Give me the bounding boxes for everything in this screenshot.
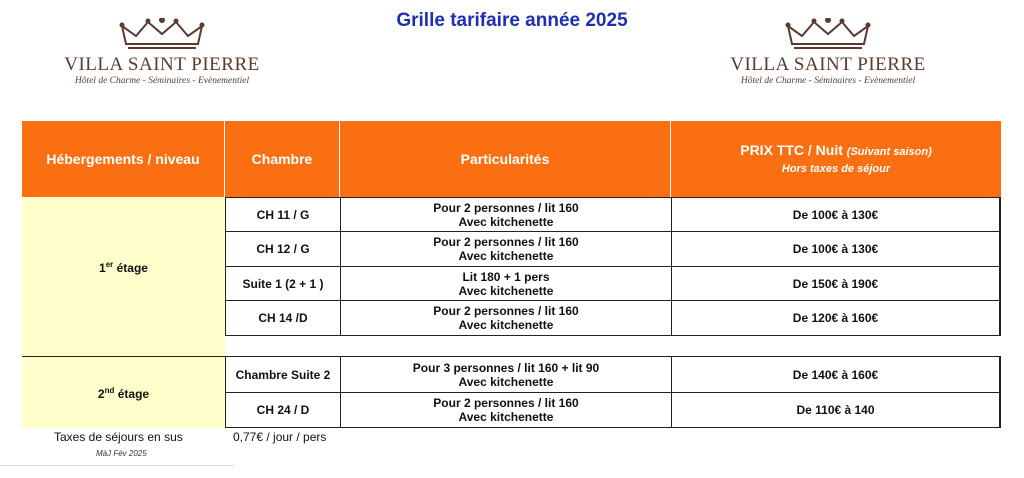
header-features-label: Particularités	[460, 151, 550, 167]
logo-name: VILLA SAINT PIERRE	[730, 54, 926, 75]
table-row-features	[340, 357, 671, 393]
hotel-logo-right	[728, 18, 928, 102]
logo-tagline: Hôtel de Charme - Séminaires - Evènementiel	[74, 76, 250, 86]
header-features	[340, 121, 671, 197]
page-title: Grille tarifaire année 2025	[396, 10, 628, 31]
feature-line-1: Lit 180 + 1 pers	[462, 269, 550, 284]
crown-icon	[118, 18, 206, 52]
feature-line-1: Pour 2 personnes / lit 160	[433, 304, 579, 318]
level-floor-2	[22, 357, 225, 428]
feature-line-2: Avec kitchenette	[458, 283, 554, 298]
table-row-room: CH 14 /D	[225, 301, 340, 336]
table-row-room: CH 24 / D	[225, 393, 340, 428]
level-word: étage	[114, 387, 150, 401]
header-level	[22, 121, 225, 197]
level-suffix: er	[105, 260, 114, 269]
feature-line-2: Avec kitchenette	[458, 249, 554, 263]
bottom-rule	[0, 465, 234, 466]
header-price-note: (Suivant saison)	[846, 145, 932, 158]
feature-line-2: Avec kitchenette	[458, 318, 554, 332]
table-row-price: De 110€ à 140	[671, 393, 1001, 428]
table-row-room: Chambre Suite 2	[225, 357, 340, 393]
level-number: 2	[97, 387, 105, 401]
feature-line-2: Avec kitchenette	[458, 410, 554, 424]
level-floor-1	[22, 197, 225, 336]
header-level-label: Hébergements / niveau	[46, 151, 200, 167]
level-number: 1	[99, 261, 106, 275]
table-row-room: CH 11 / G	[225, 197, 340, 232]
hotel-logo-left	[62, 18, 262, 102]
table-row-features	[340, 197, 671, 232]
table-row-room: CH 12 / G	[225, 232, 340, 267]
feature-line-1: Pour 2 personnes / lit 160	[433, 200, 579, 215]
logo-name: VILLA SAINT PIERRE	[64, 54, 260, 75]
level-suffix: nd	[104, 386, 115, 395]
feature-line-1: Pour 3 personnes / lit 160 + lit 90	[412, 360, 600, 375]
crown-icon	[784, 18, 872, 52]
table-row-features	[340, 267, 671, 301]
table-row-features	[340, 393, 671, 428]
header-room	[225, 121, 340, 197]
table-row-features	[340, 232, 671, 267]
update-date: MàJ Fév 2025	[96, 449, 147, 458]
table-row-features	[340, 301, 671, 336]
tax-label: Taxes de séjours en sus	[54, 430, 183, 444]
table-row-price: De 150€ à 190€	[671, 267, 1001, 301]
level-word: étage	[113, 261, 148, 275]
logo-tagline: Hôtel de Charme - Séminaires - Evènementiel	[740, 76, 916, 86]
table-row-price: De 140€ à 160€	[671, 357, 1001, 393]
table-row-room: Suite 1 (2 + 1 )	[225, 267, 340, 301]
table-row-price: De 100€ à 130€	[671, 197, 1001, 232]
level-spacer	[22, 336, 225, 356]
header-price-sub: Hors taxes de séjour	[781, 162, 891, 175]
feature-line-2: Avec kitchenette	[458, 374, 554, 389]
feature-line-1: Pour 2 personnes / lit 160	[433, 396, 579, 410]
header-room-label: Chambre	[251, 151, 313, 167]
feature-line-1: Pour 2 personnes / lit 160	[433, 235, 579, 249]
feature-line-2: Avec kitchenette	[458, 214, 554, 229]
header-price	[671, 121, 1001, 197]
table-row-price: De 100€ à 130€	[671, 232, 1001, 267]
tax-value: 0,77€ / jour / pers	[233, 430, 327, 444]
table-row-price: De 120€ à 160€	[671, 301, 1001, 336]
header-price-label: PRIX TTC / Nuit	[740, 141, 843, 158]
